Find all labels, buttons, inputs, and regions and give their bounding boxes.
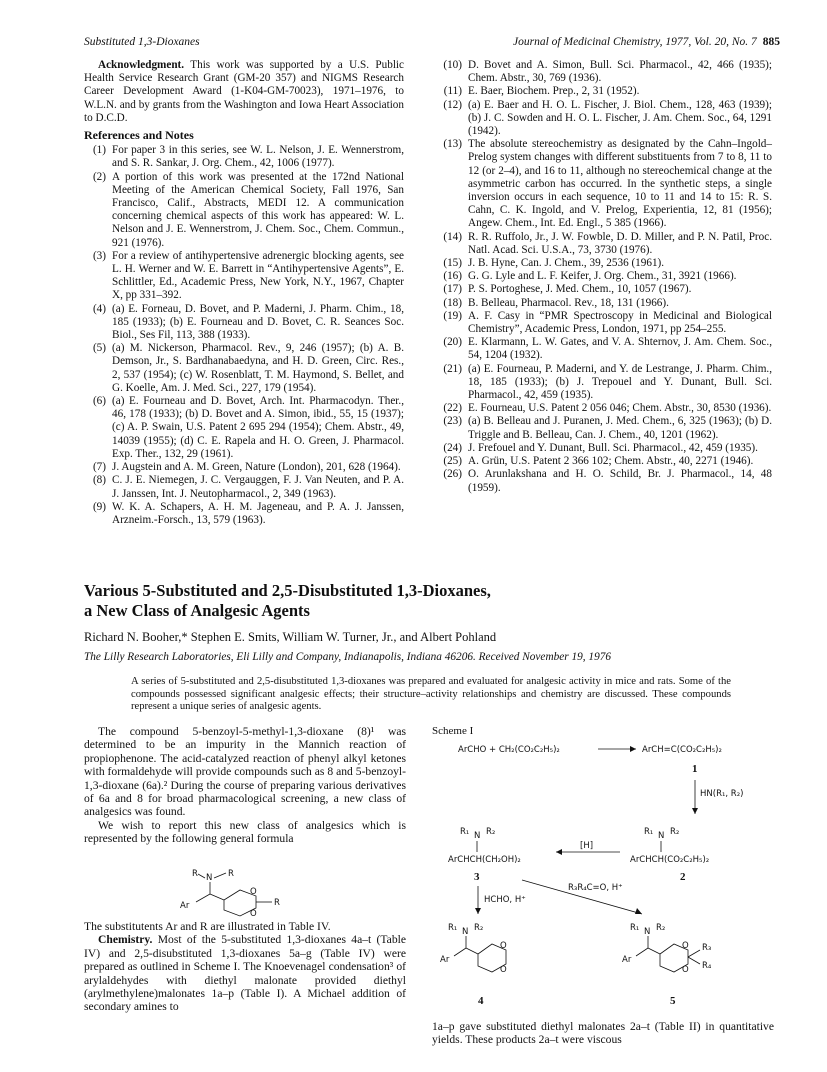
cpd4-r2: R₂	[474, 923, 484, 933]
reference-number: (15)	[443, 257, 462, 270]
reference-number: (20)	[443, 336, 462, 349]
reference-text: (a) E. Forneau, D. Bovet, and P. Maderni, J. Pharm. Chim., 18, 185 (1933); (b) E. Fourneau and D. Bovet, C. R. Seances Soc. Biol., Ses Fil, 113, 388 (1933).	[112, 302, 404, 342]
compound-3: 3	[474, 871, 480, 883]
reference-number: (16)	[443, 270, 462, 283]
reference-text: (a) B. Belleau and J. Puranen, J. Med. Chem., 6, 325 (1963); (b) D. Triggle and B. Belleau, Can. J. Chem., 40, 1201 (1962).	[468, 415, 772, 441]
formula-r-right: R	[274, 898, 280, 908]
reference-text: (a) E. Fourneau, P. Maderni, and Y. de Lestrange, J. Pharm. Chim., 18, 185 (1933); (b) J. Trepouel and Y. Dunant, Bull. Sci. Pharmacol., 42, 459 (1935).	[468, 362, 772, 402]
reference-item	[432, 59, 772, 85]
reference-text: J. B. Hyne, Can. J. Chem., 39, 2536 (1961).	[468, 257, 665, 270]
scheme-reagent-hcho: HCHO, H⁺	[484, 895, 526, 905]
chemistry-label: Chemistry.	[98, 933, 153, 947]
reference-text: E. Baer, Biochem. Prep., 2, 31 (1952).	[468, 85, 640, 98]
reference-number: (3)	[92, 249, 106, 262]
acknowledgment	[84, 59, 404, 125]
reference-item	[84, 474, 404, 500]
reference-number: (1)	[92, 144, 106, 157]
general-formula-structure	[172, 866, 312, 918]
reference-text: D. Bovet and A. Simon, Bull. Sci. Pharmacol., 42, 466 (1935); Chem. Abstr., 30, 769 (1936).	[468, 59, 772, 85]
reference-text: E. Fourneau, U.S. Patent 2 056 046; Chem. Abstr., 30, 8530 (1936).	[468, 402, 772, 415]
cpd2-n: N	[658, 831, 665, 841]
reference-item	[432, 231, 772, 257]
reference-text: J. Frefouel and Y. Dunant, Bull. Sci. Pharmacol., 42, 459 (1935).	[468, 441, 758, 454]
reference-number: (5)	[92, 342, 106, 355]
scheme-reagent-h: [H]	[580, 841, 594, 851]
scheme-1	[430, 724, 775, 1016]
reference-number: (10)	[443, 59, 462, 71]
left-column	[84, 59, 404, 527]
cpd3-r1: R₁	[460, 827, 470, 837]
reference-number: (23)	[443, 415, 462, 428]
chemistry-text: Most of the 5-substituted 1,3-dioxanes 4a–t (Table IV) and 2,5-disubstituted 1,3-dioxanes 5a–g (Table IV) were prepared as outlined in Scheme I. The Knoevenagel condensation³ of arylaldehydes with diethyl malonate provided diethyl (arylmethylene)malonates 1a–p (Table I). A Michael addition of secondary amines to	[84, 933, 406, 1014]
reference-item	[432, 310, 772, 336]
reference-item	[432, 257, 772, 270]
reference-number: (12)	[443, 98, 462, 111]
cpd5-r3: R₃	[702, 943, 712, 953]
scheme-eq1-right: ArCH=C(CO₂C₂H₅)₂	[642, 745, 722, 755]
reference-item	[432, 442, 772, 455]
reference-number: (7)	[92, 461, 106, 474]
reference-number: (21)	[443, 362, 462, 375]
cpd5-n: N	[644, 927, 651, 937]
reference-text: O. Arunlakshana and H. O. Schild, Br. J. Pharmacol., 14, 48 (1959).	[468, 468, 772, 494]
reference-number: (14)	[443, 230, 462, 243]
cpd3-formula: ArCHCH(CH₂OH)₂	[448, 855, 521, 865]
cpd5-r1: R₁	[630, 923, 640, 933]
reference-number: (9)	[92, 500, 106, 513]
cpd3-r2: R₂	[486, 827, 496, 837]
reference-number: (11)	[443, 85, 462, 98]
cpd2-r1: R₁	[644, 827, 654, 837]
formula-r2-label: R	[228, 869, 234, 879]
reference-number: (22)	[443, 402, 462, 415]
cpd5-r4: R₄	[702, 961, 712, 971]
reference-item	[432, 99, 772, 139]
cpd5-r2: R₂	[656, 923, 666, 933]
reference-item	[432, 363, 772, 403]
page-number: 885	[762, 36, 780, 48]
reference-item	[84, 395, 404, 461]
reference-text: A. F. Casy in “PMR Spectroscopy in Medicinal and Biological Chemistry”, Academic Press, London, 1971, pp 254–255.	[468, 309, 772, 336]
reference-text: J. Augstein and A. M. Green, Nature (London), 201, 628 (1964).	[112, 461, 401, 474]
reference-text: B. Belleau, Pharmacol. Rev., 18, 131 (1966).	[468, 296, 669, 309]
reference-text: For a review of antihypertensive adrenergic blocking agents, see L. H. Werner and W. E. Barrett in “Antihypertensive Agents”, E. Schlittler, Ed., Academic Press, New York, N.Y., 1967, Chapter X, pp 331–392.	[112, 249, 404, 302]
reference-text: G. G. Lyle and L. F. Keifer, J. Org. Chem., 31, 3921 (1966).	[468, 270, 737, 283]
cpd4-r1: R₁	[448, 923, 458, 933]
body-paragraph-4	[84, 933, 406, 1013]
abstract: A series of 5-substituted and 2,5-disubstituted 1,3-dioxanes was prepared and evaluated for analgesic activity in mice and rats. Some of the compounds possessed significant analgesic effects; their structure–activity relationships and chemistry are discussed. These compounds represent a unique series of analgesic agents.	[131, 676, 731, 713]
reference-text: (a) E. Baer and H. O. L. Fischer, J. Biol. Chem., 128, 463 (1939); (b) J. C. Sowden and H. O. L. Fischer, J. Am. Chem. Soc., 64, 1291 (1942).	[468, 98, 772, 138]
reference-number: (17)	[443, 283, 462, 296]
reference-number: (25)	[443, 455, 462, 468]
reference-text: P. S. Portoghese, J. Med. Chem., 10, 1057 (1967).	[468, 283, 692, 296]
reference-text: W. K. A. Schapers, A. H. M. Jageneau, and P. A. J. Janssen, Arzneim.-Forsch., 13, 579 (1963).	[112, 500, 404, 526]
article-title	[84, 581, 774, 621]
reference-text: C. J. E. Niemegen, J. C. Vergauggen, F. J. Van Neuten, and P. A. J. Janssen, Int. J. Neutopharmacol., 2, 349 (1963).	[112, 474, 404, 500]
reference-text: A. Grün, U.S. Patent 2 366 102; Chem. Abstr., 40, 2271 (1946).	[468, 455, 754, 468]
compound-1: 1	[692, 763, 698, 775]
body-paragraph-3: The substitutents Ar and R are illustrated in Table IV.	[84, 920, 331, 933]
scheme-reagent-ketone: R₃R₄C=O, H⁺	[568, 883, 623, 893]
reference-item	[84, 250, 404, 303]
reference-item	[432, 468, 772, 494]
journal-citation: Journal of Medicinal Chemistry, 1977, Vol. 20, No. 7	[513, 36, 757, 48]
reference-item	[432, 283, 772, 296]
authors: Richard N. Booher,* Stephen E. Smits, William W. Turner, Jr., and Albert Pohland	[84, 630, 497, 644]
reference-item	[432, 455, 772, 468]
reference-item	[84, 342, 404, 395]
cpd5-o-bottom: O	[682, 965, 689, 975]
reference-text: A portion of this work was presented at the 172nd National Meeting of the American Chemical Society, Fall 1976, San Francisco, Calif., Abstracts, MEDI 12. A communication concerning chemical aspects of this work has appeared: W. L. Nelson and J. E. Wennerstrom, J. Chem. Soc., Chem. Commun., 921 (1976).	[112, 170, 404, 249]
affiliation: The Lilly Research Laboratories, Eli Lilly and Company, Indianapolis, Indiana 46206. Received November 19, 1976	[84, 651, 612, 663]
formula-o-bottom: O	[250, 909, 257, 918]
acknowledgment-text: This work was supported by a U.S. Public Health Service Research Grant (GM-20 357) and NIGMS Research Career Development Award (1-K04-GM-70023), 1971–1976, to W.L.N. and by grants from the Washington and Iowa Heart Association to D.C.D.	[84, 59, 404, 124]
reference-text: (a) M. Nickerson, Pharmacol. Rev., 9, 246 (1957); (b) A. B. Demson, Jr., S. Bardhanabaedyna, and H. D. Green, Circ. Res., 2, 537 (1954); (c) W. Rosenblatt, T. M. Haymond, S. Bellet, and G. Koelle, Am. J. Med. Sci., 227, 179 (1954).	[112, 342, 404, 394]
reference-number: (26)	[443, 468, 462, 481]
running-head-left: Substituted 1,3-Dioxanes	[84, 36, 200, 48]
reference-text: The absolute stereochemistry as designated by the Cahn–Ingold–Prelog system changes with different substituents from 7 to 8, 11 to 12 (or 2–4), and 16 to 11, although no stereochemical change at the asymmetric carbon has occurred. In the synthetic steps, a single inversion occurs in each sequence, 10 to 11 and 14 to 15: R. S. Cahn, C. K. Ingold, and V. Prelog, Experientia, 12, 81 (1956); Angew. Chem., Int. Ed. Engl., 5 385 (1966).	[468, 138, 772, 230]
body-paragraph-2: We wish to report this new class of analgesics which is represented by the following general formula	[84, 818, 406, 846]
reference-item	[84, 144, 404, 170]
formula-r-label: R	[192, 869, 198, 879]
reference-text: For paper 3 in this series, see W. L. Nelson, J. E. Wennerstrom, and S. R. Sankar, J. Org. Chem., 42, 1006 (1977).	[112, 144, 404, 170]
body-right-bottom: 1a–p gave substituted diethyl malonates 2a–t (Table II) in quantitative yields. These products 2a–t were viscous	[432, 1020, 774, 1047]
reference-number: (24)	[443, 441, 462, 454]
formula-ar-label: Ar	[180, 901, 190, 911]
body-left-continued	[84, 920, 406, 1014]
reference-number: (19)	[443, 309, 462, 322]
scheme-title: Scheme I	[432, 725, 474, 737]
reference-number: (8)	[92, 474, 106, 487]
reference-text: R. R. Ruffolo, Jr., J. W. Fowble, D. D. Miller, and P. N. Patil, Proc. Natl. Acad. Sci. U.S.A., 73, 3730 (1976).	[468, 230, 772, 256]
cpd4-o-top: O	[500, 941, 507, 951]
scheme-eq1-left: ArCHO + CH₂(CO₂C₂H₅)₂	[458, 745, 560, 755]
acknowledgment-label: Acknowledgment.	[98, 59, 185, 71]
body-left	[84, 725, 406, 846]
reference-item	[432, 336, 772, 362]
reference-item	[84, 171, 404, 250]
right-column	[432, 59, 772, 495]
cpd4-n: N	[462, 927, 469, 937]
reference-number: (4)	[92, 302, 106, 315]
formula-o-top: O	[250, 887, 257, 897]
reference-item	[84, 461, 404, 474]
running-head	[84, 36, 780, 48]
reference-item	[432, 402, 772, 415]
cpd4-o-bottom: O	[500, 965, 507, 975]
reference-number: (2)	[92, 170, 106, 183]
scheme-reagent-amine: HN(R₁, R₂)	[700, 789, 744, 799]
running-head-right	[513, 36, 780, 48]
reference-number: (6)	[92, 395, 106, 408]
cpd4-ar: Ar	[440, 955, 450, 965]
reference-text: E. Klarmann, L. W. Gates, and V. A. Shternov, J. Am. Chem. Soc., 54, 1204 (1932).	[468, 336, 772, 362]
reference-item	[432, 138, 772, 230]
references-heading: References and Notes	[84, 128, 194, 143]
reference-item	[84, 501, 404, 527]
reference-item	[432, 297, 772, 310]
article-title-line2: a New Class of Analgesic Agents	[84, 601, 310, 620]
cpd5-ar: Ar	[622, 955, 632, 965]
reference-number: (13)	[443, 138, 462, 151]
reference-text: (a) E. Fourneau and D. Bovet, Arch. Int. Pharmacodyn. Ther., 46, 178 (1933); (b) D. Bovet and A. Simon, ibid., 55, 15 (1937); (c) A. P. Swain, U.S. Patent 2 695 294 (1954); Chem. Abstr., 49, 14039 (1955); (d) C. E. Rapela and H. O. Green, J. Pharmacol. Exp. Ther., 132, 29 (1961).	[112, 395, 404, 460]
reference-item	[84, 303, 404, 343]
references-list-left	[84, 144, 404, 527]
body-paragraph-1: The compound 5-benzoyl-5-methyl-1,3-dioxane (8)¹ was determined to be an impurity in the Mannich reaction of propiophenone. The acid-catalyzed reaction of phenyl alkyl ketones with formaldehyde will provide compounds such as 8 and 5-benzoyl-1,3-dioxane (6a).² During the course of preparing various derivatives of 6a and 8 for broad pharmacological screening, a new class of analgesics was found.	[84, 725, 406, 819]
reference-item	[432, 85, 772, 98]
reference-item	[432, 270, 772, 283]
article-title-line1: Various 5-Substituted and 2,5-Disubstituted 1,3-Dioxanes,	[84, 581, 491, 600]
formula-n-label: N	[206, 873, 213, 883]
reference-item	[432, 415, 772, 441]
compound-5: 5	[670, 995, 676, 1007]
references-list-right	[432, 59, 772, 495]
cpd5-o-top: O	[682, 941, 689, 951]
compound-2: 2	[680, 871, 686, 883]
cpd2-formula: ArCHCH(CO₂C₂H₅)₂	[630, 855, 710, 865]
cpd2-r2: R₂	[670, 827, 680, 837]
compound-4: 4	[478, 995, 484, 1007]
cpd3-n: N	[474, 831, 481, 841]
reference-number: (18)	[443, 296, 462, 309]
